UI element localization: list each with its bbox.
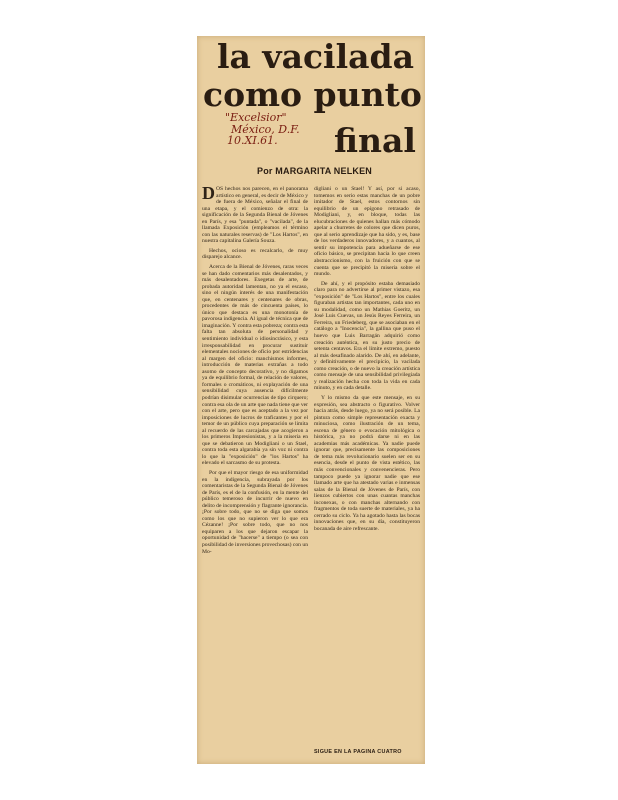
paragraph: De ahí, y el propósito estaba demasiado claro para no advertirse al primer vistazo, esa "exposición" de "Los Hartos", entre los cuales figuraban artistas tan importantes, cada uno en su modalidad, como un Mathias Goeritz, un José Luis Cuevas, un Jesús Reyes Ferreira, un Ferreira, un Friedeberg, que se asociaban en el catálogo a "Inocencia", la gallina que puso el huevo que Luis Barragán adquirió como creación auténtica, en su justo precio de setenta centavos. Era el límite extremo, puesto al más desafinado alarido. De ahí, en adelante, y definitivamente el precipicio, la vacilada como creación, o de nuevo la creación artística como mensaje de una sensibilidad privilegiada y realización hecha con toda la vida en cada minuto, y en cada detalle. [314,280,420,392]
handwritten-place: México, D.F. [231,122,300,136]
paragraph [202,186,308,245]
handwritten-annotation [225,112,300,147]
drop-cap: D [202,186,215,203]
handwritten-source: "Excelsior" [225,111,287,124]
continuation-note: SIGUE EN LA PAGINA CUATRO [314,749,402,755]
article-column-left [202,186,308,742]
newspaper-clipping [197,36,425,764]
paragraph: Hechos, ocioso es recalcarlo, de muy disparejo alcance. [202,247,308,261]
handwritten-date: 10.XI.61. [227,134,278,148]
paragraph: digliani o un Stael! Y así, por si acaso, tomemos en serio estas manchas de un pobre imitador de Stael, estos contornos sin equilibrio de un epígono retrasado de Modigliani, y, en bloque, todas las elucubraciones de quienes hallan más cómodo apelar a churretes de colores que dicen puros, que al serio aprendizaje que ha sido, y es, base de los verdaderos innovadores, y a cuantos, al sentir su impotencia para adueñarse de ese oficio básico, se precipitan hacia lo que creen abstraccionismo, con la fruición con que se cuenta que se precipitó la miseria sobre el mundo. [314,186,420,278]
paragraph: Por que el mayor riesgo de esa uniformidad en la indigencia, subrayada por los comentaristas de la Segunda Bienal de Jóvenes de París, es el de la confusión, en la mente del público temeroso de incurrir de nuevo en delito de incomprensión y flagrante ignorancia. ¡Por sobre todo, que no se diga que somos como los que no supieron ver lo que era Cézanne! ¡Por sobre todo, que no nos equiparen a los que dejaron escapar la oportunidad de "hacerse" a tiempo (o sea con posibilidad de inversiones provechosas) con un Mo- [202,469,308,555]
headline-line-2: como punto [203,75,422,114]
headline-line-3: final [334,121,416,160]
paragraph-text: OS hechos nos parecen, en el panorama artístico en general, es decir de México y de fuera de México, señalar el final de una etapa, y el comienzo de otra: la significación de la Segunda Bienal de Jóvenes en París, y esa "puntada", o "vacilada", de la llamada Exposición (empleamos el término con las naturales reservas) de "Los Hartos", en nuestra capitalina Galería Souza. [202,186,308,245]
headline-line-1: la vacilada [217,37,414,76]
byline: Por MARGARITA NELKEN [257,166,372,176]
article-column-right [314,186,420,742]
paragraph: Y lo mismo da que este mensaje, en su expresión, sea abstracto o figurativo. Volver hacia atrás, desde luego, ya no será posible. La pintura como simple representación exacta y minuciosa, como ilustración de un tema, escena de género o evocación mitológica o histórica, ya no podrá darse ni en las academias más académicas. Ya nadie puede ignorar que, precisamente las composiciones de tema más revolucionario suelen ser en su esencia, desde el punto de vista estético, las más convencionales y convenencieras. Pero tampoco puede ya ignorar nadie que ese llamado arte que ha atestado varias e inmensas salas de la Bienal de Jóvenes de París, con lienzos cubiertos con unas cuantas manchas inconexas, o con manchas alternando con fragmentos de toda suerte de materiales, ya ha cerrado su ciclo. Ya ha agotado hasta las bocas innovaciones que, en su día, constituyeron bocanada de aire refrescante. [314,394,420,532]
paragraph: Acerca de la Bienal de Jóvenes, raras veces se han dado comentarios más desalentados, y más desalentadores. Exegetas de arte, de probada autoridad lamentan, no ya el escaso, sino el ningún interés de una manifestación que, en centenares y centenares de obras, procedentes de más de cincuenta países, lo único que destaca es una monotonía de pavorosa indigencia. Al igual de técnica que de imaginación. Y contra esta pobreza; contra esta falta tan absoluta de personalidad y sentimiento individual o idiosincrásico, y esta irresponsabilidad en procurar sustituir elementales nociones de oficio por estridencias al margen del oficio: manchismos informes, introducción de materias extrañas a todo asomo de concepto decorativo, y no digamos ya de equilibrio formal, de relación de valores, formales o cromáticos, ni explayación de una sensibilidad cuya ausencia difícilmente podrían disimular ocurrencias de tipo cirquero; contra esa ola de un arte que nada tiene que ver con el arte, pero que es aceptado a la vez por imposiciones de lucros de traficantes y por el temor de un público cuya preparación se limita al recuerdo de las carcajadas que acogieron a los primeros Impresionistas, y a la miseria en que se debatieron un Modigliani o un Stael, contra toda esta algarabía ya sin voz ni contra lo que la "exposición" de "los Hartos" ha elevado el sarcasmo de su protesta. [202,264,308,467]
